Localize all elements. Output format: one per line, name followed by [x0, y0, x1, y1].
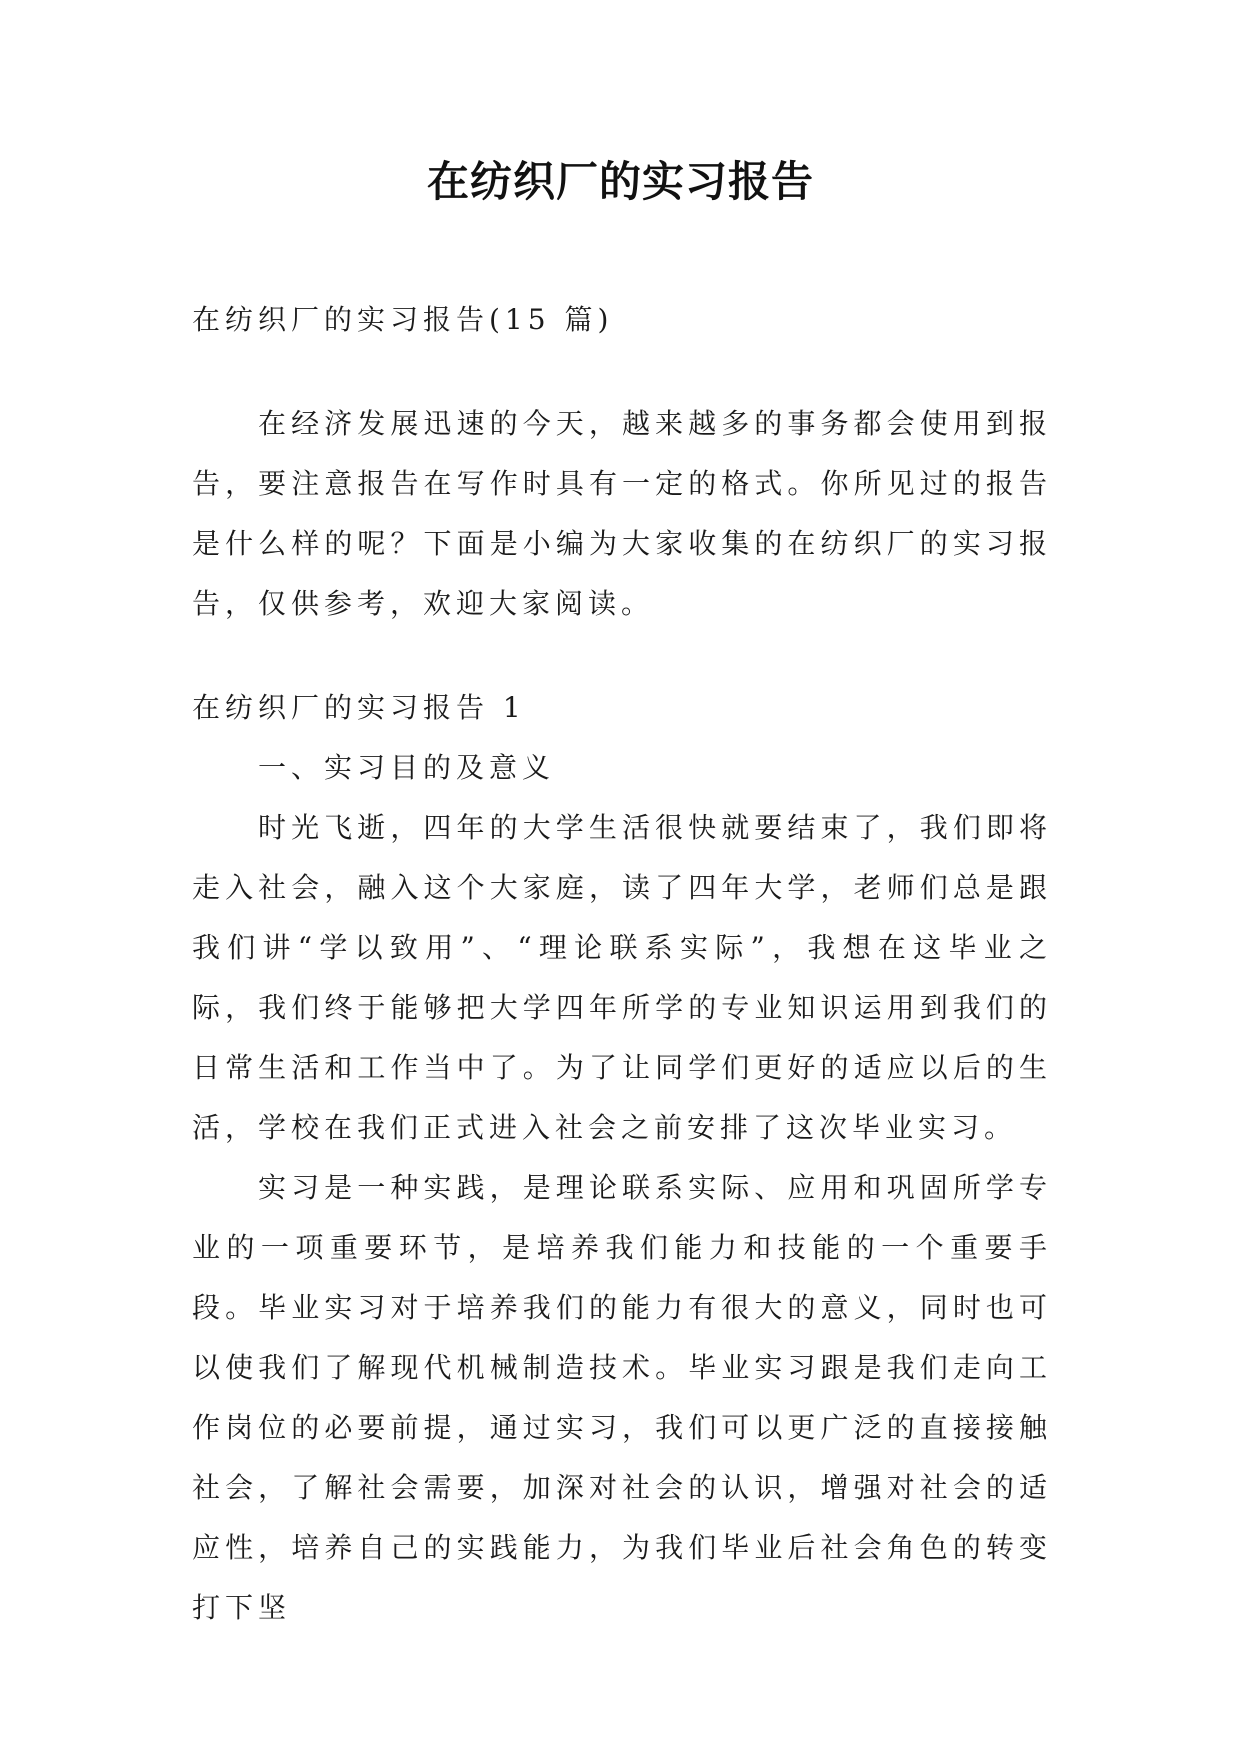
document-subtitle: 在纺织厂的实习报告(15 篇): [192, 303, 614, 336]
body-paragraph-2: 实习是一种实践，是理论联系实际、应用和巩固所学专业的一项重要环节，是培养我们能力和技能的一个重要手段。毕业实习对于培养我们的能力有很大的意义，同时也可以使我们了解现代机械制造技术。毕业实习跟是我们走向工作岗位的必要前提，通过实习，我们可以更广泛的直接接触社会，了解社会需要，加深对社会的认识，增强对社会的适应性，培养自己的实践能力，为我们毕业后社会角色的转变打下坚: [192, 1171, 1052, 1624]
intro-paragraph: 在经济发展迅速的今天，越来越多的事务都会使用到报告，要注意报告在写作时具有一定的格式。你所见过的报告是什么样的呢？下面是小编为大家收集的在纺织厂的实习报告，仅供参考，欢迎大家阅读。: [192, 407, 1052, 620]
section-title: 在纺织厂的实习报告 1: [192, 691, 526, 724]
document-title: 在纺织厂的实习报告: [426, 157, 814, 206]
outline-heading: 一、实习目的及意义: [258, 751, 556, 784]
body-paragraph-1: 时光飞逝，四年的大学生活很快就要结束了，我们即将走入社会，融入这个大家庭，读了四年大学，老师们总是跟我们讲“学以致用”、“理论联系实际”，我想在这毕业之际，我们终于能够把大学四年所学的专业知识运用到我们的日常生活和工作当中了。为了让同学们更好的适应以后的生活，学校在我们正式进入社会之前安排了这次毕业实习。: [192, 811, 1052, 1144]
document-body: [192, 290, 1052, 1638]
